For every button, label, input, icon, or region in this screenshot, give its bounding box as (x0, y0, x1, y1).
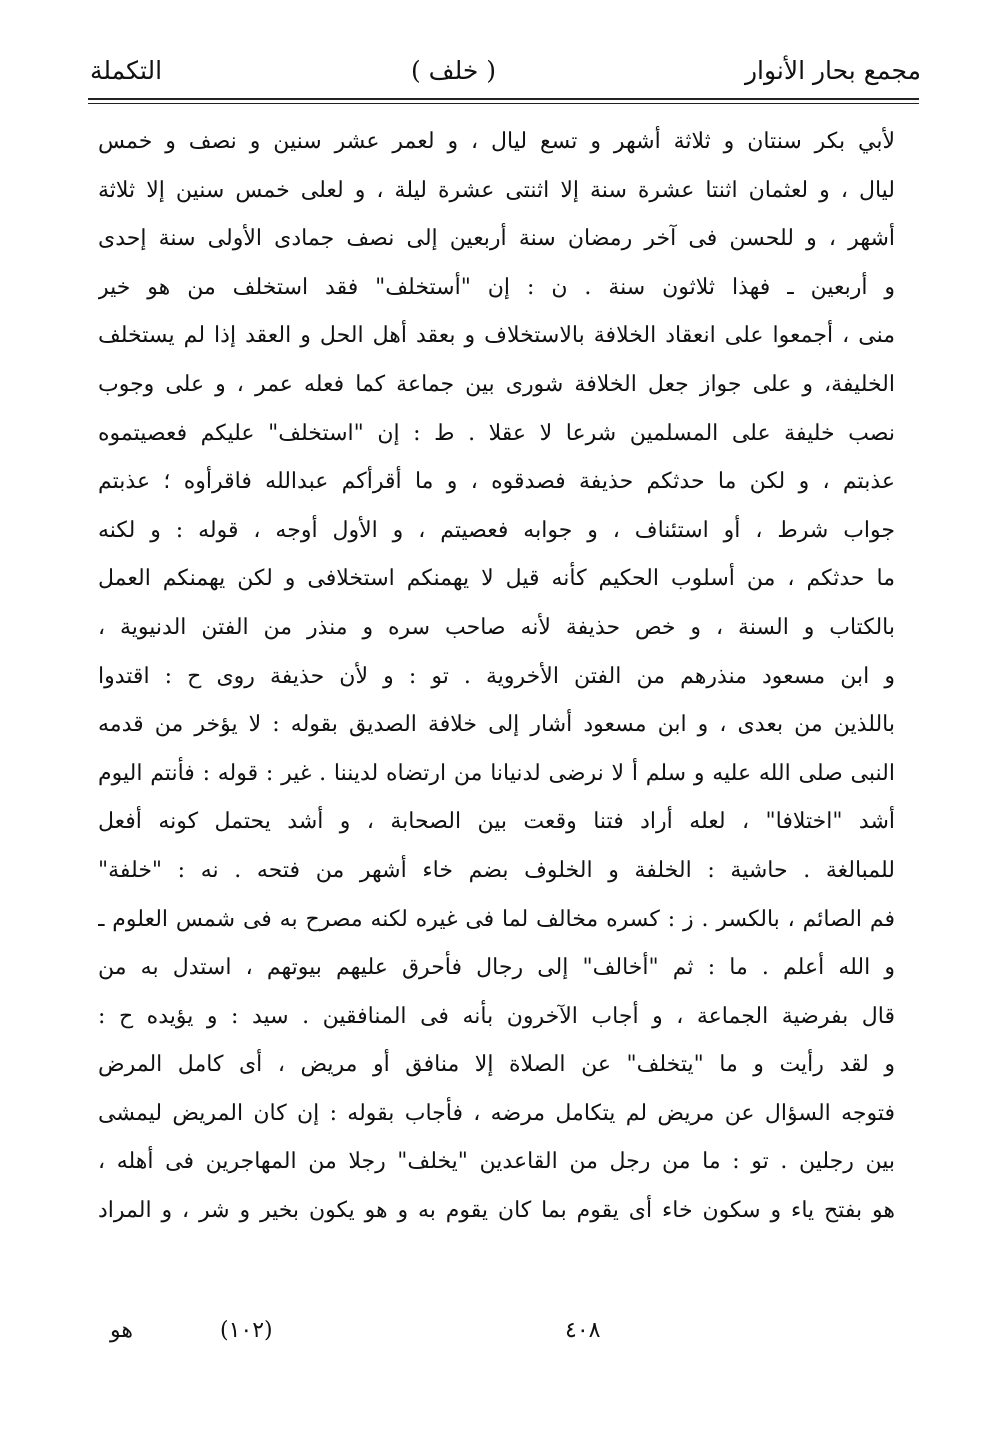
text-line: عذبتم ، و لكن ما حدثكم حذيفة فصدقوه ، و ما أقرأكم عبدالله فاقرأوه ؛ عذبتم (98, 469, 895, 495)
text-line: أشهر ، و للحسن فى آخر رمضان سنة أربعين إلى نصف جمادى الأولى سنة إحدى (98, 226, 895, 252)
text-line: النبى صلى الله عليه و سلم أ لا نرضى لدنيانا من ارتضاه لديننا . غير : قوله : فأنتم اليوم (98, 760, 895, 786)
text-line: بالكتاب و السنة ، و خص حذيفة لأنه صاحب سره و منذر من الفتن الدنيوية ، (98, 614, 895, 640)
text-line: الخليفة، و على جواز جعل الخلافة شورى بين جماعة كما فعله عمر ، و على وجوب (98, 371, 895, 397)
body-text (98, 118, 895, 1236)
book-title: مجمع بحار الأنوار (744, 55, 921, 85)
text-line: و أربعين ـ فهذا ثلاثون سنة . ن : إن "أستخلف" فقد استخلف من هو خير (98, 274, 895, 300)
section-title: التكملة (90, 55, 163, 85)
text-line: فم الصائم ، بالكسر . ز : كسره مخالف لما فى غيره لكنه مصرح به فى شمس العلوم ـ (98, 906, 895, 932)
text-line: ما حدثكم ، من أسلوب الحكيم كأنه قيل لا يهمنكم استخلافى و لكن يهمنكم العمل (98, 566, 895, 592)
signature-mark: (١٠٢) (220, 1318, 273, 1343)
text-line: و الله أعلم . ما : ثم "أخالف" إلى رجال فأحرق عليهم بيوتهم ، استدل به من (98, 955, 895, 981)
running-header (90, 48, 921, 92)
text-line: فتوجه السؤال عن مريض لم يتكامل مرضه ، فأجاب بقوله : إن كان المريض ليمشى (98, 1100, 895, 1126)
page-number: ٤٠٨ (565, 1318, 601, 1343)
text-line: ليال ، و لعثمان اثنتا عشرة سنة إلا اثنتى عشرة ليلة ، و لعلى خمس سنين إلا ثلاثة (98, 177, 895, 203)
text-line: للمبالغة . حاشية : الخلفة و الخلوف بضم خاء أشهر من فتحه . نه : "خلفة" (98, 857, 895, 883)
catchword: هو (110, 1318, 133, 1343)
text-line: هو بفتح ياء و سكون خاء أى يقوم بما كان يقوم به و هو يكون بخير و شر ، و المراد (98, 1198, 895, 1224)
header-rule-thick (88, 98, 919, 100)
text-line: منى ، أجمعوا على انعقاد الخلافة بالاستخلاف و بعقد أهل الحل و العقد إذا لم يستخلف (98, 323, 895, 349)
entry-keyword: ( خلف ) (410, 55, 496, 85)
text-line: باللذين من بعدى ، و ابن مسعود أشار إلى خلافة الصديق بقوله : لا يؤخر من قدمه (98, 712, 895, 738)
header-rule-thin (88, 103, 919, 104)
page-footer (110, 1318, 896, 1352)
text-line: بين رجلين . تو : ما من رجل من القاعدين "يخلف" رجلا من المهاجرين فى أهله ، (98, 1149, 895, 1175)
text-line: و لقد رأيت و ما "يتخلف" عن الصلاة إلا منافق أو مريض ، أى كامل المرض (98, 1052, 895, 1078)
text-line: و ابن مسعود منذرهم من الفتن الأخروية . تو : و لأن حذيفة روى ح : اقتدوا (98, 663, 895, 689)
text-line: جواب شرط ، أو استئناف ، و جوابه فعصيتم ، و الأول أوجه ، قوله : و لكنه (98, 517, 895, 543)
text-line: أشد "اختلافا" ، لعله أراد فتنا وقعت بين الصحابة ، و أشد يحتمل كونه أفعل (98, 809, 895, 835)
text-line: نصب خليفة على المسلمين شرعا لا عقلا . ط : إن "استخلف" عليكم فعصيتموه (98, 420, 895, 446)
text-line: لأبي بكر سنتان و ثلاثة أشهر و تسع ليال ، و لعمر عشر سنين و نصف و خمس (98, 129, 895, 154)
text-line: قال بفرضية الجماعة ، و أجاب الآخرون بأنه فى المنافقين . سيد : و يؤيده ح : (98, 1003, 895, 1029)
